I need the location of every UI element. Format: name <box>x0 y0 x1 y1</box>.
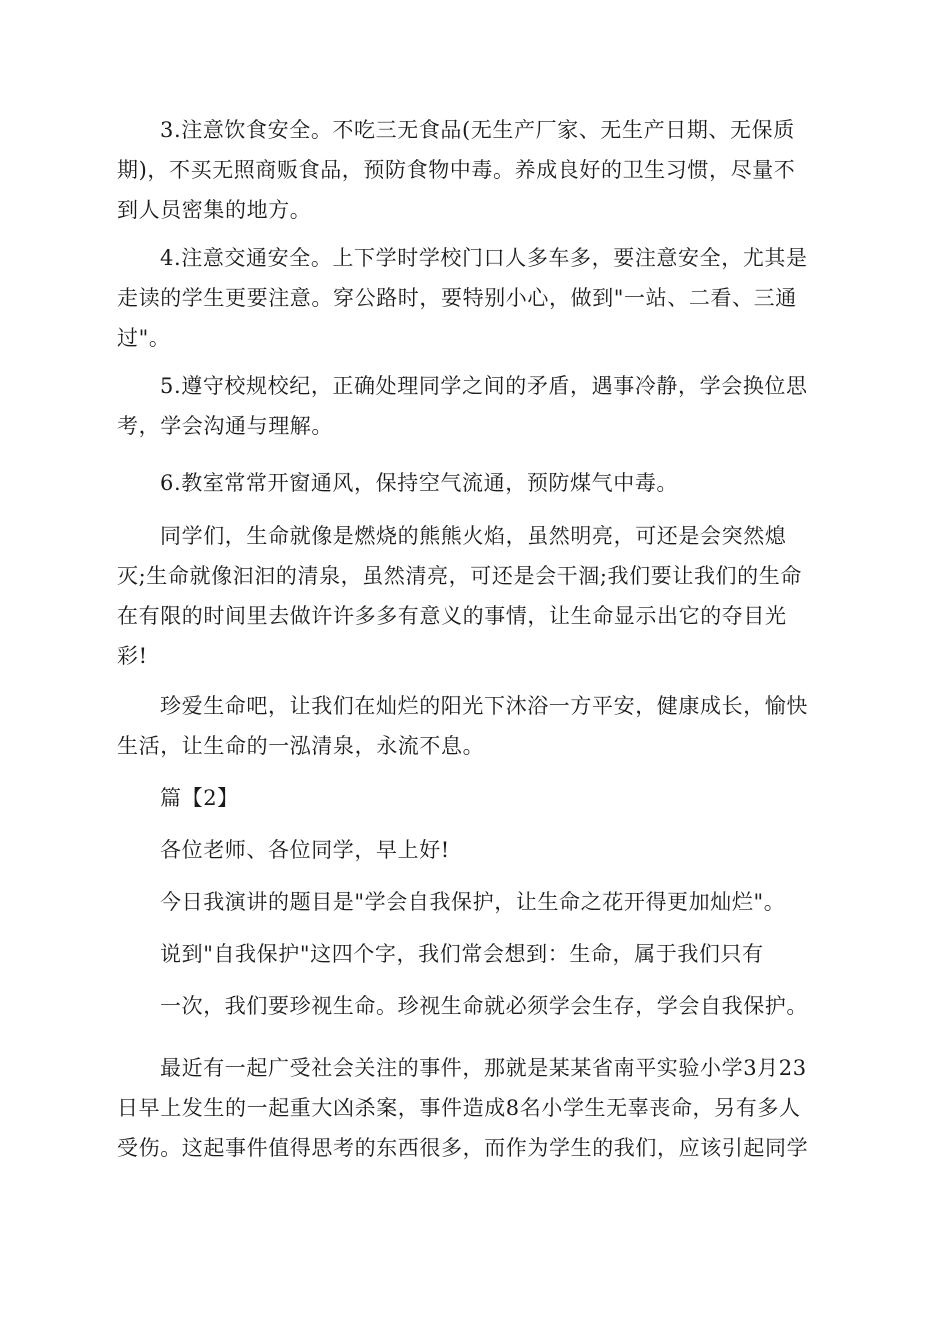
section-heading <box>117 778 837 818</box>
text-line: 在有限的时间里去做许许多多有意义的事情，让生命显示出它的夺目光 <box>117 604 787 628</box>
text-line: 最近有一起广受社会关注的事件，那就是某某省南平实验小学3月23 <box>160 1056 807 1080</box>
text-line: 5.遵守校规校纪，正确处理同学之间的矛盾，遇事冷静，学会换位思 <box>160 374 808 398</box>
paragraph-traffic-safety <box>117 238 837 358</box>
text-line: 3.注意饮食安全。不吃三无食品(无生产厂家、无生产日期、无保质 <box>160 118 795 142</box>
paragraph-greeting <box>117 830 837 870</box>
paragraph-speech-title <box>117 882 837 922</box>
paragraph-self-protection <box>117 934 837 974</box>
text-line: 4.注意交通安全。上下学时学校门口人多车多，要注意安全，尤其是 <box>160 246 808 270</box>
text-line: 到人员密集的地方。 <box>117 198 312 222</box>
text-line: 走读的学生更要注意。穿公路时，要特别小心，做到"一站、二看、三通 <box>117 286 797 310</box>
paragraph-life-flame <box>117 516 837 676</box>
text-line: 今日我演讲的题目是"学会自我保护，让生命之花开得更加灿烂"。 <box>160 890 786 914</box>
text-line: 彩! <box>117 644 148 668</box>
text-line: 日早上发生的一起重大凶杀案，事件造成8名小学生无辜丧命，另有多人 <box>117 1096 801 1120</box>
text-line: 期)，不买无照商贩食品，预防食物中毒。养成良好的卫生习惯，尽量不 <box>117 158 796 182</box>
text-line: 珍爱生命吧，让我们在灿烂的阳光下沐浴一方平安，健康成长，愉快 <box>160 694 808 718</box>
paragraph-ventilation <box>117 463 837 503</box>
paragraph-school-rules <box>117 366 837 446</box>
paragraph-cherish-life <box>117 686 837 766</box>
text-line: 一次，我们要珍视生命。珍视生命就必须学会生存，学会自我保护。 <box>160 994 808 1018</box>
text-line: 生活，让生命的一泓清泉，永流不息。 <box>117 734 485 758</box>
text-line: 过"。 <box>117 326 171 350</box>
paragraph-treasure-life <box>117 986 837 1026</box>
text-line: 说到"自我保护"这四个字，我们常会想到：生命，属于我们只有 <box>160 942 764 966</box>
paragraph-food-safety <box>117 110 837 230</box>
text-line: 灭;生命就像汩汩的清泉，虽然清亮，可还是会干涸;我们要让我们的生命 <box>117 564 802 588</box>
text-line: 各位老师、各位同学，早上好! <box>160 838 450 862</box>
paragraph-recent-event <box>117 1048 837 1168</box>
text-line: 同学们，生命就像是燃烧的熊熊火焰，虽然明亮，可还是会突然熄 <box>160 524 787 548</box>
text-line: 考，学会沟通与理解。 <box>117 414 333 438</box>
text-line: 受伤。这起事件值得思考的东西很多，而作为学生的我们，应该引起同学 <box>117 1136 809 1160</box>
text-line: 篇【2】 <box>160 786 239 810</box>
text-line: 6.教室常常开窗通风，保持空气流通，预防煤气中毒。 <box>160 471 679 495</box>
